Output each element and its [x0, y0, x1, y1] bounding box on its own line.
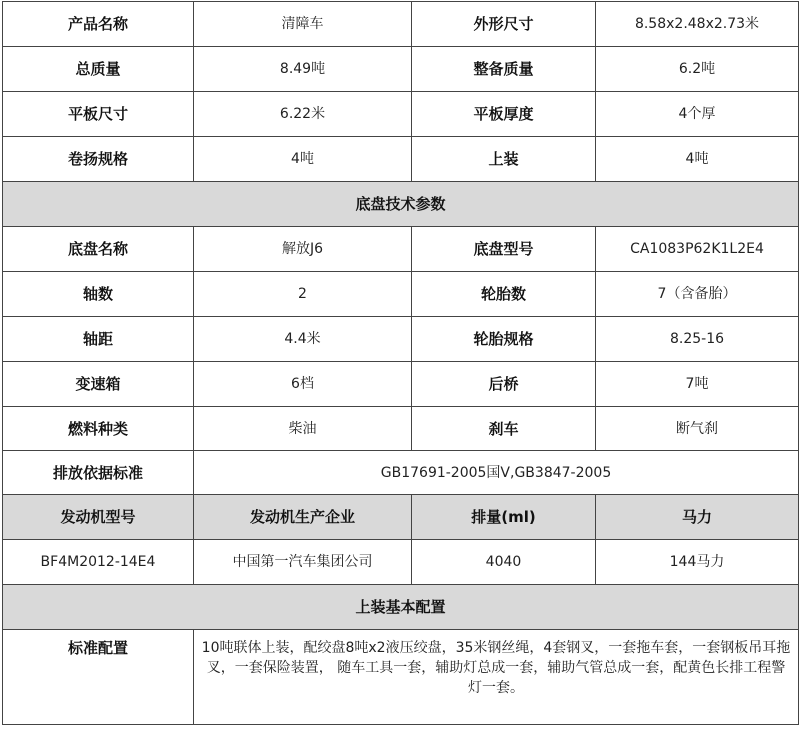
- spec-table: [2, 1, 799, 725]
- value-displacement: 4040: [412, 540, 596, 585]
- engine-header-row: [3, 495, 799, 540]
- value-gearbox: 6档: [194, 362, 412, 407]
- header-engine-model: 发动机型号: [3, 495, 194, 540]
- value-curb-mass: 6.2吨: [596, 47, 799, 92]
- label-rear-axle: 后桥: [412, 362, 596, 407]
- label-wheelbase: 轴距: [3, 317, 194, 362]
- value-wheelbase: 4.4米: [194, 317, 412, 362]
- value-tire-spec: 8.25-16: [596, 317, 799, 362]
- header-horsepower: 马力: [596, 495, 799, 540]
- label-product-name: 产品名称: [3, 2, 194, 47]
- value-product-name: 清障车: [194, 2, 412, 47]
- label-flatbed-thickness: 平板厚度: [412, 92, 596, 137]
- value-emission-standard: GB17691-2005国Ⅴ,GB3847-2005: [194, 451, 799, 495]
- value-axle-count: 2: [194, 272, 412, 317]
- table-row: [3, 272, 799, 317]
- label-tire-spec: 轮胎规格: [412, 317, 596, 362]
- value-flatbed-size: 6.22米: [194, 92, 412, 137]
- table-row: [3, 317, 799, 362]
- label-curb-mass: 整备质量: [412, 47, 596, 92]
- value-tire-count: 7（含备胎）: [596, 272, 799, 317]
- header-engine-maker: 发动机生产企业: [194, 495, 412, 540]
- table-row: [3, 362, 799, 407]
- table-row: [3, 92, 799, 137]
- value-engine-model: BF4M2012-14E4: [3, 540, 194, 585]
- value-brake: 断气刹: [596, 407, 799, 451]
- table-row: [3, 630, 799, 725]
- value-chassis-model: CA1083P62K1L2E4: [596, 227, 799, 272]
- value-rear-axle: 7吨: [596, 362, 799, 407]
- label-gearbox: 变速箱: [3, 362, 194, 407]
- table-row: [3, 227, 799, 272]
- value-flatbed-thickness: 4个厚: [596, 92, 799, 137]
- value-horsepower: 144马力: [596, 540, 799, 585]
- label-winch-spec: 卷扬规格: [3, 137, 194, 182]
- value-chassis-name: 解放J6: [194, 227, 412, 272]
- label-fuel-type: 燃料种类: [3, 407, 194, 451]
- label-upper-body: 上装: [412, 137, 596, 182]
- label-total-mass: 总质量: [3, 47, 194, 92]
- section-title-chassis: 底盘技术参数: [3, 182, 799, 227]
- table-row: [3, 451, 799, 495]
- value-engine-maker: 中国第一汽车集团公司: [194, 540, 412, 585]
- value-fuel-type: 柴油: [194, 407, 412, 451]
- table-row: [3, 407, 799, 451]
- section-title-upper-config: 上装基本配置: [3, 585, 799, 630]
- label-chassis-model: 底盘型号: [412, 227, 596, 272]
- value-winch-spec: 4吨: [194, 137, 412, 182]
- section-header-row: [3, 585, 799, 630]
- label-standard-config: 标准配置: [3, 630, 194, 725]
- table-row: [3, 47, 799, 92]
- value-total-mass: 8.49吨: [194, 47, 412, 92]
- label-axle-count: 轴数: [3, 272, 194, 317]
- table-row: [3, 540, 799, 585]
- table-row: [3, 2, 799, 47]
- label-emission-standard: 排放依据标准: [3, 451, 194, 495]
- label-chassis-name: 底盘名称: [3, 227, 194, 272]
- label-tire-count: 轮胎数: [412, 272, 596, 317]
- value-standard-config: 10吨联体上装，配绞盘8吨x2液压绞盘，35米钢丝绳，4套钢叉，一套拖车套，一套钢板吊耳拖叉，一套保险装置， 随车工具一套，辅助灯总成一套，辅助气管总成一套，配黄色长排工程警灯一套。: [194, 630, 799, 725]
- value-upper-body: 4吨: [596, 137, 799, 182]
- value-dimensions: 8.58x2.48x2.73米: [596, 2, 799, 47]
- header-displacement: 排量(ml): [412, 495, 596, 540]
- label-flatbed-size: 平板尺寸: [3, 92, 194, 137]
- label-dimensions: 外形尺寸: [412, 2, 596, 47]
- section-header-row: [3, 182, 799, 227]
- table-row: [3, 137, 799, 182]
- label-brake: 刹车: [412, 407, 596, 451]
